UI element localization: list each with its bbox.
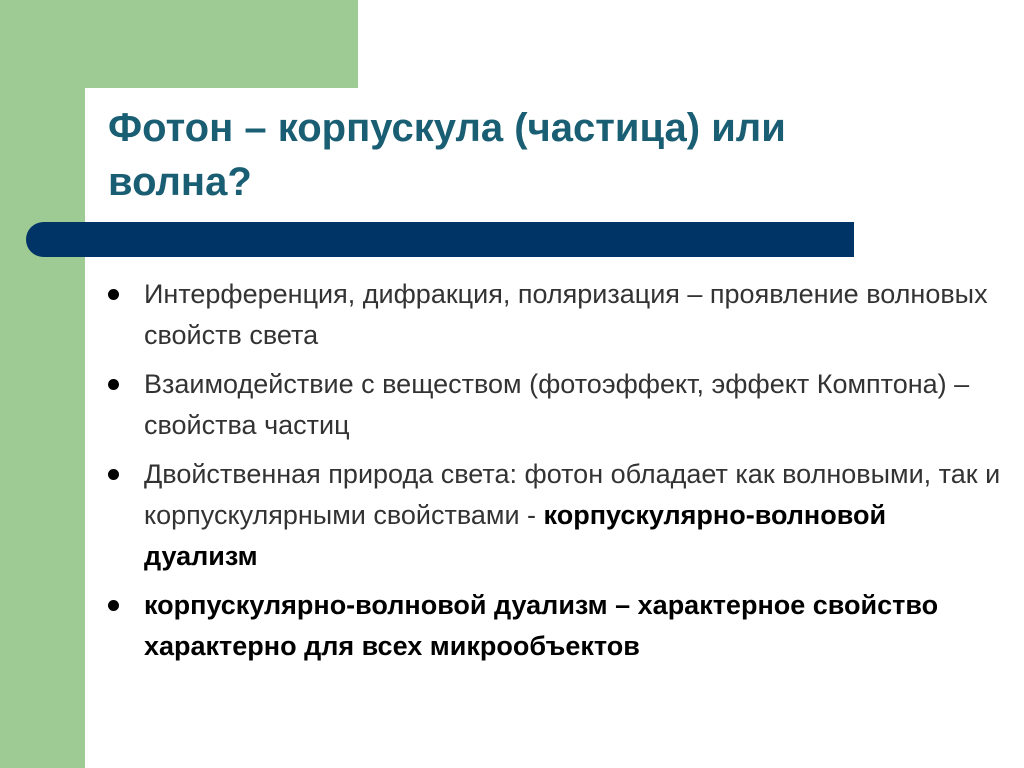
bullet-item-2 bbox=[104, 364, 1004, 446]
bullet-list bbox=[104, 274, 1004, 675]
bullet-dot-icon bbox=[108, 379, 119, 390]
bullet-bold-text: корпускулярно-волновой дуализм bbox=[144, 500, 887, 571]
bullet-item-1 bbox=[104, 274, 1004, 356]
bullet-text: Интерференция, дифракция, поляризация – проявление волновых свойств света bbox=[144, 279, 988, 350]
bullet-dot-icon bbox=[108, 469, 119, 480]
title-underline-bar bbox=[26, 222, 854, 257]
bullet-bold-text: корпускулярно-волновой дуализм – характерное свойство характерно для всех микрообъектов bbox=[144, 590, 939, 661]
slide-title: Фотон – корпускула (частица) или волна? bbox=[108, 106, 786, 204]
bullet-item-3 bbox=[104, 454, 1004, 577]
bullet-text: Двойственная природа света: фотон обладает как волновыми, так и корпускулярными свойствами - bbox=[144, 459, 1001, 530]
bullet-text: Взаимодействие с веществом (фотоэффект, эффект Комптона) – свойства частиц bbox=[144, 369, 970, 440]
green-side-band bbox=[0, 0, 85, 768]
bullet-dot-icon bbox=[108, 600, 119, 611]
green-top-band bbox=[0, 0, 358, 88]
bullet-item-4 bbox=[104, 585, 1004, 667]
bullet-dot-icon bbox=[108, 289, 119, 300]
